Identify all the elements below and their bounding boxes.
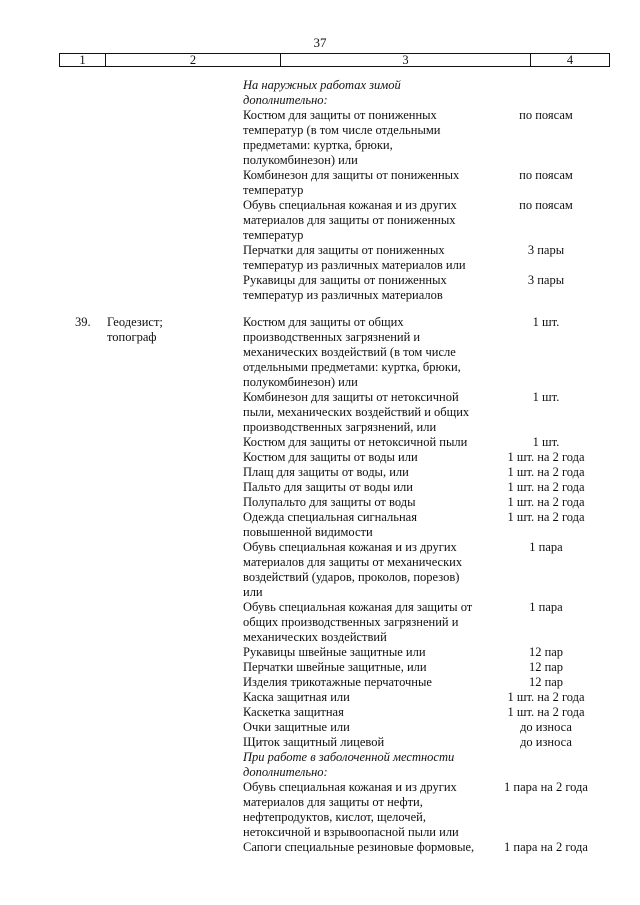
item-norm: 1 шт. на 2 года: [507, 450, 585, 464]
item-norm: 3 пары: [527, 243, 565, 257]
item-text: Пальто для защиты от воды или: [243, 480, 413, 494]
item-text: механических воздействий (в том числе: [243, 345, 456, 359]
item-text: Рукавицы для защиты от пониженных: [243, 273, 447, 287]
item-text: Изделия трикотажные перчаточные: [243, 675, 432, 689]
item-norm: 12 пар: [528, 675, 564, 689]
item-norm: 1 шт. на 2 года: [507, 510, 585, 524]
subsection-heading: дополнительно:: [243, 765, 328, 779]
item-text: нефтепродуктов, кислот, щелочей,: [243, 810, 426, 824]
item-text: материалов для защиты от механических: [243, 555, 463, 569]
item-text: Одежда специальная сигнальная: [243, 510, 417, 524]
column-header-3: 3: [281, 54, 531, 66]
item-text: Очки защитные или: [243, 720, 350, 734]
item-text: нетоксичной и взрывоопасной пыли или: [243, 825, 459, 839]
item-text: Обувь специальная кожаная и из других: [243, 198, 457, 212]
item-norm: 1 пара на 2 года: [504, 780, 588, 794]
item-text: пыли, механических воздействий и общих: [243, 405, 470, 419]
page-number: 37: [313, 35, 327, 50]
item-text: температур из различных материалов или: [243, 258, 466, 272]
item-norm: 1 шт. на 2 года: [507, 705, 585, 719]
item-text: температур: [243, 183, 304, 197]
column-header-1: 1: [60, 54, 106, 66]
column-header-row: [59, 53, 610, 67]
item-norm: 1 пара: [529, 600, 563, 614]
item-norm: по поясам: [519, 168, 573, 182]
column-header-2: 2: [106, 54, 281, 66]
item-text: Перчатки швейные защитные, или: [243, 660, 427, 674]
item-norm: 1 шт. на 2 года: [507, 495, 585, 509]
item-text: производственных загрязнений, или: [243, 420, 437, 434]
item-text: температур: [243, 228, 304, 242]
subsection-heading: При работе в заболоченной местности: [243, 750, 455, 764]
item-text: Обувь специальная кожаная и из других: [243, 780, 457, 794]
item-text: Полупальто для защиты от воды: [243, 495, 416, 509]
item-norm: до износа: [520, 720, 572, 734]
item-norm: 1 шт.: [532, 435, 560, 449]
profession-name: Геодезист;: [107, 315, 163, 329]
item-text: Обувь специальная кожаная и из других: [243, 540, 457, 554]
item-norm: по поясам: [519, 108, 573, 122]
item-text: Сапоги специальные резиновые формовые,: [243, 840, 475, 854]
section-heading: На наружных работах зимой: [243, 78, 401, 92]
item-text: Каска защитная или: [243, 690, 350, 704]
item-norm: 1 шт.: [532, 315, 560, 329]
item-norm: по поясам: [519, 198, 573, 212]
item-text: Рукавицы швейные защитные или: [243, 645, 426, 659]
item-text: общих производственных загрязнений и: [243, 615, 459, 629]
item-text: материалов для защиты от нефти,: [243, 795, 423, 809]
item-text: Обувь специальная кожаная для защиты от: [243, 600, 473, 614]
item-text: Комбинезон для защиты от пониженных: [243, 168, 460, 182]
section-heading: дополнительно:: [243, 93, 328, 107]
item-norm: 3 пары: [527, 273, 565, 287]
item-text: Каскетка защитная: [243, 705, 344, 719]
item-norm: до износа: [520, 735, 572, 749]
item-norm: 12 пар: [528, 645, 564, 659]
item-norm: 1 пара: [529, 540, 563, 554]
item-text: температур (в том числе отдельными: [243, 123, 441, 137]
item-text: полукомбинезон) или: [243, 153, 358, 167]
item-text: механических воздействий: [243, 630, 387, 644]
item-text: полукомбинезон) или: [243, 375, 358, 389]
item-text: Костюм для защиты от общих: [243, 315, 404, 329]
item-norm: 1 пара на 2 года: [504, 840, 588, 854]
item-norm: 1 шт. на 2 года: [507, 480, 585, 494]
item-norm: 1 шт.: [532, 390, 560, 404]
item-text: или: [243, 585, 263, 599]
entry-number: 39.: [75, 315, 91, 329]
item-text: Комбинезон для защиты от нетоксичной: [243, 390, 459, 404]
item-text: температур из различных материалов: [243, 288, 443, 302]
item-text: Костюм для защиты от нетоксичной пыли: [243, 435, 468, 449]
item-text: отдельными предметами: куртка, брюки,: [243, 360, 461, 374]
column-header-4: 4: [566, 53, 574, 67]
item-text: Костюм для защиты от пониженных: [243, 108, 437, 122]
item-text: Щиток защитный лицевой: [243, 735, 385, 749]
profession-name: топограф: [107, 330, 157, 344]
item-text: производственных загрязнений и: [243, 330, 421, 344]
item-text: материалов для защиты от пониженных: [243, 213, 456, 227]
item-text: повышенной видимости: [243, 525, 373, 539]
item-text: Плащ для защиты от воды, или: [243, 465, 409, 479]
item-text: предметами: куртка, брюки,: [243, 138, 393, 152]
item-norm: 1 шт. на 2 года: [507, 690, 585, 704]
item-norm: 1 шт. на 2 года: [507, 465, 585, 479]
item-text: Костюм для защиты от воды или: [243, 450, 418, 464]
item-text: Перчатки для защиты от пониженных: [243, 243, 445, 257]
item-text: воздействий (ударов, проколов, порезов): [243, 570, 460, 584]
item-norm: 12 пар: [528, 660, 564, 674]
